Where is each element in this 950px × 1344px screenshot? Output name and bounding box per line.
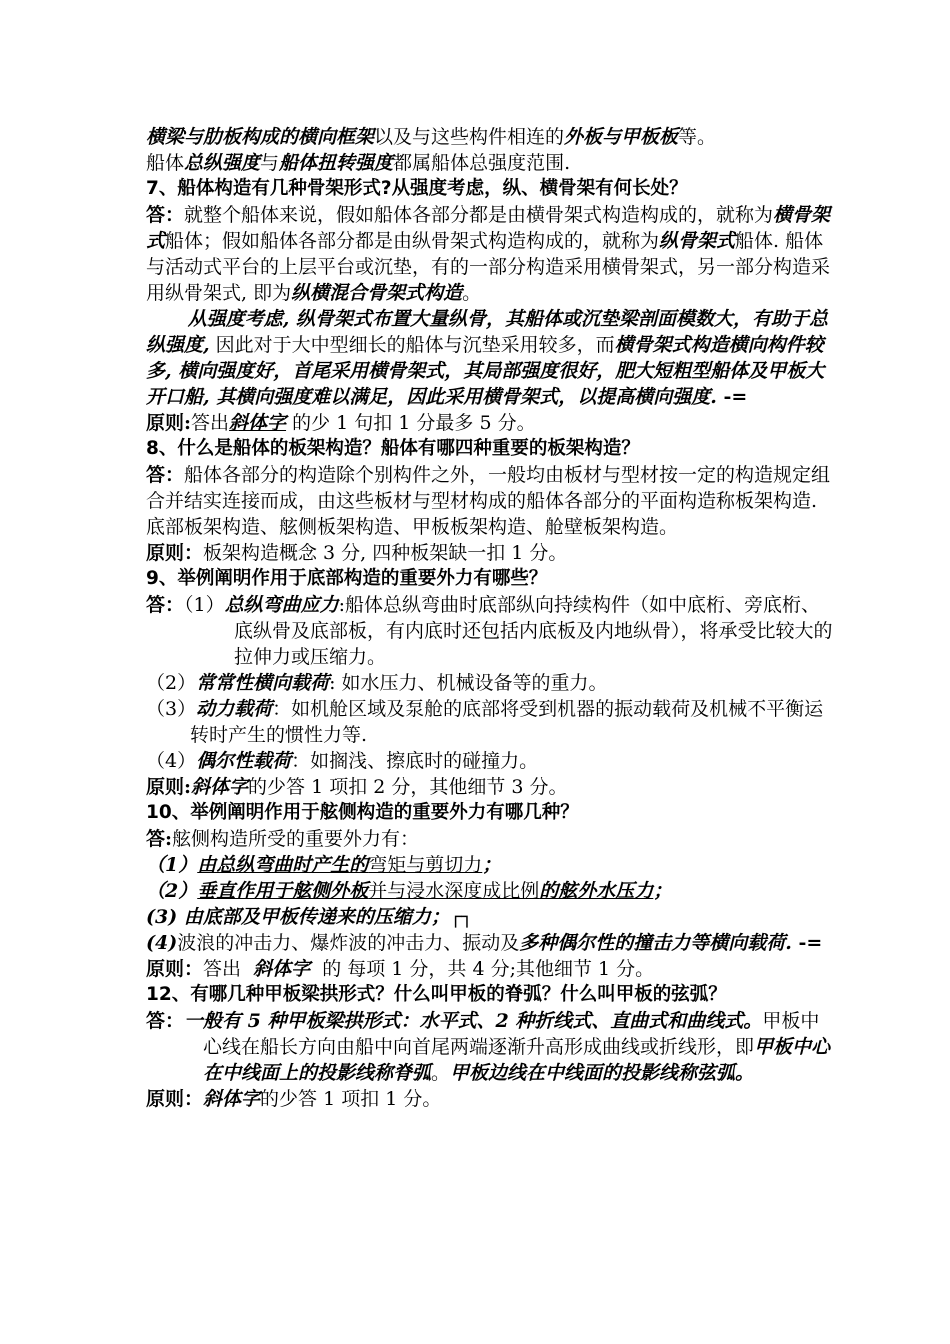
question-9-title: 9、举例阐明作用于底部构造的重要外力有哪些？ bbox=[146, 568, 548, 589]
question-12-title: 12、有哪几种甲板梁拱形式？什么叫甲板的脊弧？什么叫甲板的弦弧？ bbox=[146, 984, 727, 1005]
text: 并与浸水深度成比例 bbox=[368, 880, 540, 902]
question-10-item-2 bbox=[146, 878, 836, 904]
emph-text: 纵横混合骨架式构造 bbox=[291, 282, 463, 304]
intro-line-1 bbox=[146, 124, 836, 150]
text: 甲板中心线在船长方向由船中向首尾两端逐渐升高形成曲线或折线形，即 bbox=[203, 1010, 820, 1058]
text: 的少答 1 项扣 2 分，其他细节 3 分。 bbox=[248, 776, 568, 798]
text: : 如水压力、机械设备等的重力。 bbox=[329, 672, 608, 694]
question-10-answer bbox=[146, 826, 836, 852]
text: 船体各部分的构造除个别构件之外，一般均由板材与型材按一定的构造规定组合并结实连接而成，由这些板材与型材构成的船体各部分的平面构造称板架构造. 底部板架构造、舷侧板架构造、甲板板架构造、舱壁板架构造。 bbox=[146, 464, 831, 538]
text: 。 bbox=[462, 282, 482, 304]
emph-text: 多种偶尔性的撞击力等横向载荷. bbox=[519, 932, 799, 954]
text: ； bbox=[653, 880, 673, 902]
text: 的少答 1 项扣 1 分。 bbox=[260, 1088, 442, 1110]
text: ； bbox=[482, 854, 502, 876]
emph-text: 横梁与肋板构成的横向框架 bbox=[146, 126, 375, 148]
mark: -= bbox=[798, 932, 823, 954]
mark: -= bbox=[723, 386, 748, 408]
rule-label: 原则： bbox=[146, 1088, 204, 1110]
text: 都属船体总强度范围. bbox=[393, 152, 571, 174]
text: 答出 bbox=[191, 412, 230, 434]
answer-label: 答： bbox=[146, 1010, 185, 1032]
question-8-title: 8、什么是船体的板架构造？船体有哪四种重要的板架构造？ bbox=[146, 438, 640, 459]
text: 板架构造概念 3 分, 四种板架缺一扣 1 分。 bbox=[203, 542, 568, 564]
emph-text: 常常性横向载荷 bbox=[196, 672, 330, 694]
text: 的少 1 句扣 1 分最多 5 分。 bbox=[286, 412, 536, 434]
text: 因此对于大中型细长的船体与沉垫采用较多，而 bbox=[209, 334, 615, 356]
item-number: （2） bbox=[146, 880, 198, 902]
text: 与 bbox=[260, 152, 280, 174]
text: 船体；假如船体各部分都是由纵骨架式构造构成的，就称为 bbox=[165, 230, 660, 252]
question-8-answer bbox=[146, 462, 836, 540]
emph-text: 的舷外水压力 bbox=[539, 880, 654, 902]
question-7-title: 7、船体构造有几种骨架形式?从强度考虑，纵、横骨架有何长处？ bbox=[146, 178, 688, 199]
question-8-rule bbox=[146, 540, 836, 566]
emph-text: 斜体字 bbox=[229, 412, 287, 434]
emph-text: 甲板边线在中线面的投影线称弦弧。 bbox=[450, 1062, 755, 1084]
emph-text: (3) 由底部及甲板传递来的压缩力； bbox=[146, 906, 450, 928]
question-9-item-4 bbox=[146, 748, 836, 774]
text: 船体. 船体与活动式平台的上层平台或沉垫，有的一部分构造采用横骨架式，另一部分构造采用纵骨架式, 即为 bbox=[146, 230, 831, 304]
text: 船体 bbox=[146, 152, 185, 174]
emph-text: 偶尔性载荷 bbox=[196, 750, 292, 772]
rule-label: 原则: bbox=[146, 776, 192, 798]
text: 就整个船体来说，假如船体各部分都是由横骨架式构造构成的，就称为 bbox=[184, 204, 774, 226]
question-7-answer bbox=[146, 202, 836, 306]
text: 等。 bbox=[678, 126, 717, 148]
rule-label: 原则： bbox=[146, 958, 204, 980]
emph-text: 斜体字 bbox=[191, 776, 249, 798]
rule-label: 原则： bbox=[146, 542, 204, 564]
question-12-answer bbox=[146, 1008, 836, 1086]
emph-text: 外板与甲板板 bbox=[564, 126, 679, 148]
question-10-title: 10、举例阐明作用于舷侧构造的重要外力有哪几种？ bbox=[146, 802, 579, 823]
item-number: (4) bbox=[146, 932, 178, 954]
emph-text: 一般有 5 种甲板梁拱形式：水平式、2 种折线式、直曲式和曲线式。 bbox=[184, 1010, 763, 1032]
emph-text: 横骨架式 bbox=[146, 204, 831, 252]
answer-label: 答： bbox=[146, 204, 185, 226]
emph-text: 斜体字 bbox=[203, 1088, 261, 1110]
text: 波浪的冲击力、爆炸波的冲击力、振动及 bbox=[177, 932, 520, 954]
text: 舷侧构造所受的重要外力有： bbox=[172, 828, 420, 850]
rule-label: 原则: bbox=[146, 412, 192, 434]
item-number: （4） bbox=[146, 750, 197, 772]
question-9-item-3 bbox=[146, 696, 836, 748]
emph-text: 纵骨架式 bbox=[659, 230, 736, 252]
text: 。 bbox=[431, 1062, 451, 1084]
text: 的 每项 1 分，共 4 分;其他细节 1 分。 bbox=[310, 958, 655, 980]
question-12-rule bbox=[146, 1086, 836, 1112]
emph-text: 由总纵弯曲时产生的 bbox=[197, 854, 369, 876]
emph-text: 动力载荷 bbox=[196, 698, 273, 720]
question-10-rule bbox=[146, 956, 836, 982]
text: ：如搁浅、擦底时的碰撞力。 bbox=[291, 750, 539, 772]
emph-text: 垂直作用于舷侧外板 bbox=[197, 880, 369, 902]
text: :船体总纵弯曲时底部纵向持续构件（如中底桁、旁底桁、底纵骨及底部板，有内底时还包括内底板及内地纵骨），将承受比较大的拉伸力或压缩力。 bbox=[234, 594, 833, 668]
question-9-item-2 bbox=[146, 670, 836, 696]
intro-line-2 bbox=[146, 150, 836, 176]
question-10-item-4 bbox=[146, 930, 836, 956]
text: 弯矩与剪切力 bbox=[368, 854, 483, 876]
question-10-item-1 bbox=[146, 852, 836, 878]
question-9-rule bbox=[146, 774, 836, 800]
emph-text: 总纵弯曲应力 bbox=[224, 594, 339, 616]
question-9-item-1 bbox=[146, 592, 836, 670]
mark: ┌┐ bbox=[449, 906, 473, 928]
emph-text: 从强度考虑, 纵骨架式布置大量纵骨，其船体或沉垫梁剖面模数大，有助于总纵强度, bbox=[146, 308, 829, 356]
emph-text: 总纵强度 bbox=[184, 152, 261, 174]
text: ：如机舱区域及泵舱的底部将受到机器的振动载荷及机械不平衡运转时产生的惯性力等. bbox=[190, 698, 824, 746]
question-10-item-3 bbox=[146, 904, 836, 930]
answer-label: 答： bbox=[146, 594, 185, 616]
emph-text: 船体扭转强度 bbox=[279, 152, 394, 174]
document-page bbox=[146, 124, 836, 1112]
text: 以及与这些构件相连的 bbox=[374, 126, 565, 148]
item-number: （3） bbox=[146, 698, 197, 720]
item-number: （1） bbox=[146, 854, 198, 876]
text: 答出 bbox=[203, 958, 254, 980]
item-number: （2） bbox=[146, 672, 197, 694]
question-7-answer-para-2 bbox=[146, 306, 836, 410]
item-number: （1） bbox=[184, 594, 225, 616]
question-7-rule bbox=[146, 410, 836, 436]
answer-label: 答： bbox=[146, 464, 185, 486]
emph-text: 甲板中心在中线面上的投影线称脊弧 bbox=[203, 1036, 831, 1084]
answer-label: 答: bbox=[146, 828, 173, 850]
emph-text: 横骨架式构造横向构件较多, 横向强度好，首尾采用横骨架式，其局部强度很好，肥大短粗型船体及甲板大开口船, 其横向强度难以满足，因此采用横骨架式，以提高横向强度. bbox=[146, 334, 825, 408]
emph-text: 斜体字 bbox=[253, 958, 311, 980]
